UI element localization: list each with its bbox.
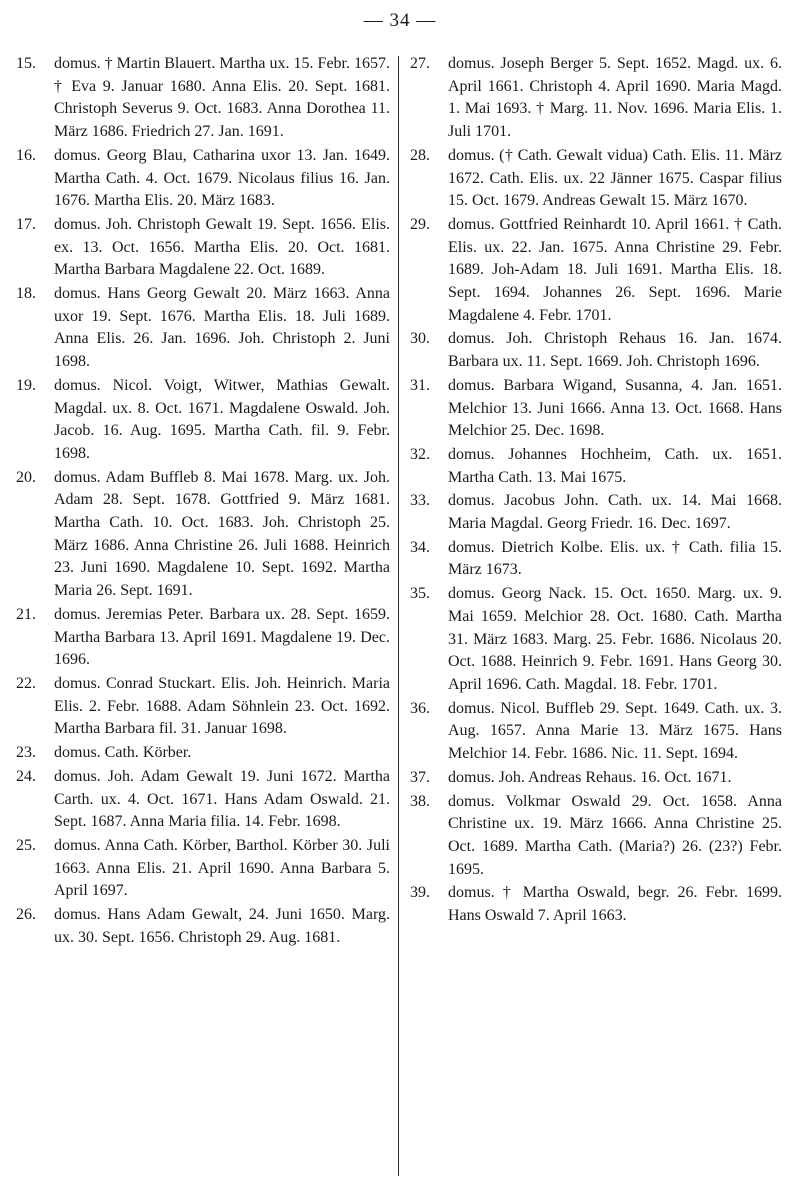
entry-number: 28. [410, 146, 430, 164]
entry-text: domus. Joh. Andreas Rehaus. 16. Oct. 1671. [448, 768, 732, 786]
entry [16, 835, 390, 903]
entry [410, 882, 782, 927]
entry-number: 32. [410, 445, 430, 463]
entry-number: 38. [410, 792, 430, 810]
entry [16, 742, 390, 765]
entry-text: domus. Jacobus John. Cath. ux. 14. Mai 1668. Maria Magdal. Georg Friedr. 16. Dec. 1697. [448, 492, 782, 533]
entry-text: domus. Dietrich Kolbe. Elis. ux. † Cath. filia 15. März 1673. [448, 538, 782, 579]
entry-text: domus. Gottfried Reinhardt 10. April 1661. † Cath. Elis. ux. 22. Jan. 1675. Anna Christine 29. Febr. 1689. Joh-Adam 18. Juli 1691. Martha Elis. 18. Sept. 1694. Johannes 26. Sept. 1696. Marie Magdalene 4. Febr. 1701. [448, 215, 782, 324]
entry-number: 31. [410, 376, 430, 394]
entry-number: 39. [410, 884, 430, 902]
entry-text: domus. Barbara Wigand, Susanna, 4. Jan. 1651. Melchior 13. Juni 1666. Anna 13. Oct. 1668. Hans Melchior 25. Dec. 1698. [448, 376, 782, 440]
entry-number: 30. [410, 330, 430, 348]
left-column [16, 53, 390, 950]
entry [410, 328, 782, 373]
entry-number: 23. [16, 744, 36, 762]
entry [16, 673, 390, 741]
entry-text: domus. Conrad Stuckart. Elis. Joh. Heinrich. Maria Elis. 2. Febr. 1688. Adam Söhnlein 23. Oct. 1692. Martha Barbara fil. 31. Januar 1698. [54, 674, 390, 738]
entry-text: domus. Cath. Körber. [54, 744, 192, 762]
entry-text: domus. Adam Buffleb 8. Mai 1678. Marg. ux. Joh. Adam 28. Sept. 1678. Gottfried 9. März 1681. Martha Cath. 10. Oct. 1683. Joh. Christoph 25. März 1686. Anna Christine 26. Juli 1688. Heinrich 23. Juni 1690. Magdalene 10. Sept. 1692. Martha Maria 26. Sept. 1691. [54, 468, 390, 600]
entry [410, 214, 782, 328]
entry-text: domus. Nicol. Buffleb 29. Sept. 1649. Cath. ux. 3. Aug. 1657. Anna Marie 13. März 1675. Hans Melchior 14. Febr. 1686. Nic. 11. Sept. 1694. [448, 699, 782, 763]
entry [410, 698, 782, 766]
entry [410, 53, 782, 144]
entry [16, 283, 390, 374]
entry [16, 53, 390, 144]
entry-text: domus. Jeremias Peter. Barbara ux. 28. Sept. 1659. Martha Barbara 13. April 1691. Magdalene 19. Dec. 1696. [54, 605, 390, 669]
entry-text: domus. Joh. Christoph Rehaus 16. Jan. 1674. Barbara ux. 11. Sept. 1669. Joh. Christoph 1696. [448, 330, 782, 371]
entry [16, 766, 390, 834]
entry [16, 604, 390, 672]
entry-text: domus. Georg Nack. 15. Oct. 1650. Marg. ux. 9. Mai 1659. Melchior 28. Oct. 1680. Cath. Martha 31. März 1683. Marg. 25. Febr. 1686. Nicolaus 20. Oct. 1688. Heinrich 9. Febr. 1691. Hans Georg 30. April 1696. Cath. Magdal. 18. Febr. 1701. [448, 585, 782, 693]
entry [16, 904, 390, 949]
entry-text: domus. Anna Cath. Körber, Barthol. Körber 30. Juli 1663. Anna Elis. 21. April 1690. Anna Barbara 5. April 1697. [54, 836, 390, 900]
entry-text: domus. Joh. Adam Gewalt 19. Juni 1672. Martha Carth. ux. 4. Oct. 1671. Hans Adam Oswald. 21. Sept. 1687. Anna Maria filia. 14. Febr. 1698. [54, 767, 390, 831]
entry-text: domus. Johannes Hochheim, Cath. ux. 1651. Martha Cath. 13. Mai 1675. [448, 445, 782, 486]
entry-number: 37. [410, 768, 430, 786]
entry [410, 791, 782, 882]
entry-number: 17. [16, 215, 36, 233]
entry-number: 34. [410, 538, 430, 556]
entry-number: 29. [410, 215, 430, 233]
entry-text: domus. Nicol. Voigt, Witwer, Mathias Gewalt. Magdal. ux. 8. Oct. 1671. Magdalene Oswald. Joh. Jacob. 16. Aug. 1695. Martha Cath. fil. 9. Febr. 1698. [54, 376, 390, 462]
entry-text: domus. Volkmar Oswald 29. Oct. 1658. Anna Christine ux. 19. März 1666. Anna Christine 25. Oct. 1689. Martha Cath. (Maria?) 26. (23?) Febr. 1695. [448, 792, 782, 878]
entry-number: 35. [410, 585, 430, 603]
entry [410, 583, 782, 697]
entry-text: domus. Georg Blau, Catharina uxor 13. Jan. 1649. Martha Cath. 4. Oct. 1679. Nicolaus filius 16. Jan. 1676. Martha Elis. 20. März 1683. [54, 146, 390, 210]
entry-text: domus. († Cath. Gewalt vidua) Cath. Elis. 11. März 1672. Cath. Elis. ux. 22 Jänner 1675. Caspar filius 15. Oct. 1679. Andreas Gewalt 15. März 1670. [448, 146, 782, 210]
entry-number: 36. [410, 699, 430, 717]
entry [16, 145, 390, 213]
entry-number: 26. [16, 906, 36, 924]
entry-number: 21. [16, 605, 36, 623]
entry [16, 214, 390, 282]
entry [16, 467, 390, 603]
entry-text: domus. † Martin Blauert. Martha ux. 15. Febr. 1657. † Eva 9. Januar 1680. Anna Elis. 20. Sept. 1681. Christoph Severus 9. Oct. 1683. Anna Dorothea 11. März 1686. Friedrich 27. Jan. 1691. [54, 55, 390, 141]
entry-text: domus. Hans Georg Gewalt 20. März 1663. Anna uxor 19. Sept. 1676. Martha Elis. 18. Juli 1689. Anna Elis. 26. Jan. 1696. Joh. Christoph 2. Juni 1698. [54, 285, 390, 371]
entry-text: domus. Hans Adam Gewalt, 24. Juni 1650. Marg. ux. 30. Sept. 1656. Christoph 29. Aug. 1681. [54, 906, 390, 946]
right-column [410, 53, 782, 929]
entry [16, 375, 390, 466]
entry [410, 537, 782, 582]
entry-number: 33. [410, 492, 430, 510]
entry [410, 375, 782, 443]
entry-number: 16. [16, 146, 36, 164]
entry-number: 27. [410, 55, 430, 72]
entry-text: domus. Joh. Christoph Gewalt 19. Sept. 1656. Elis. ex. 13. Oct. 1656. Martha Elis. 20. Oct. 1681. Martha Barbara Magdalene 22. Oct. 1689. [54, 215, 390, 279]
entry-number: 24. [16, 767, 36, 785]
entry [410, 490, 782, 535]
entry-number: 20. [16, 468, 36, 486]
entry-text: domus. † Martha Oswald, begr. 26. Febr. 1699. Hans Oswald 7. April 1663. [448, 884, 782, 925]
entry-text: domus. Joseph Berger 5. Sept. 1652. Magd. ux. 6. April 1661. Christoph 4. April 1690. Maria Magd. 1. Mai 1693. † Marg. 11. Nov. 1696. Maria Elis. 1. Juli 1701. [448, 55, 782, 141]
column-divider [398, 56, 399, 1176]
entry-number: 25. [16, 836, 36, 854]
entry [410, 444, 782, 489]
page-number: — 34 — [363, 10, 437, 31]
entry [410, 767, 782, 790]
entry-number: 22. [16, 674, 36, 692]
entry-number: 18. [16, 285, 36, 303]
entry-number: 15. [16, 55, 36, 72]
entry [410, 145, 782, 213]
entry-number: 19. [16, 376, 36, 394]
